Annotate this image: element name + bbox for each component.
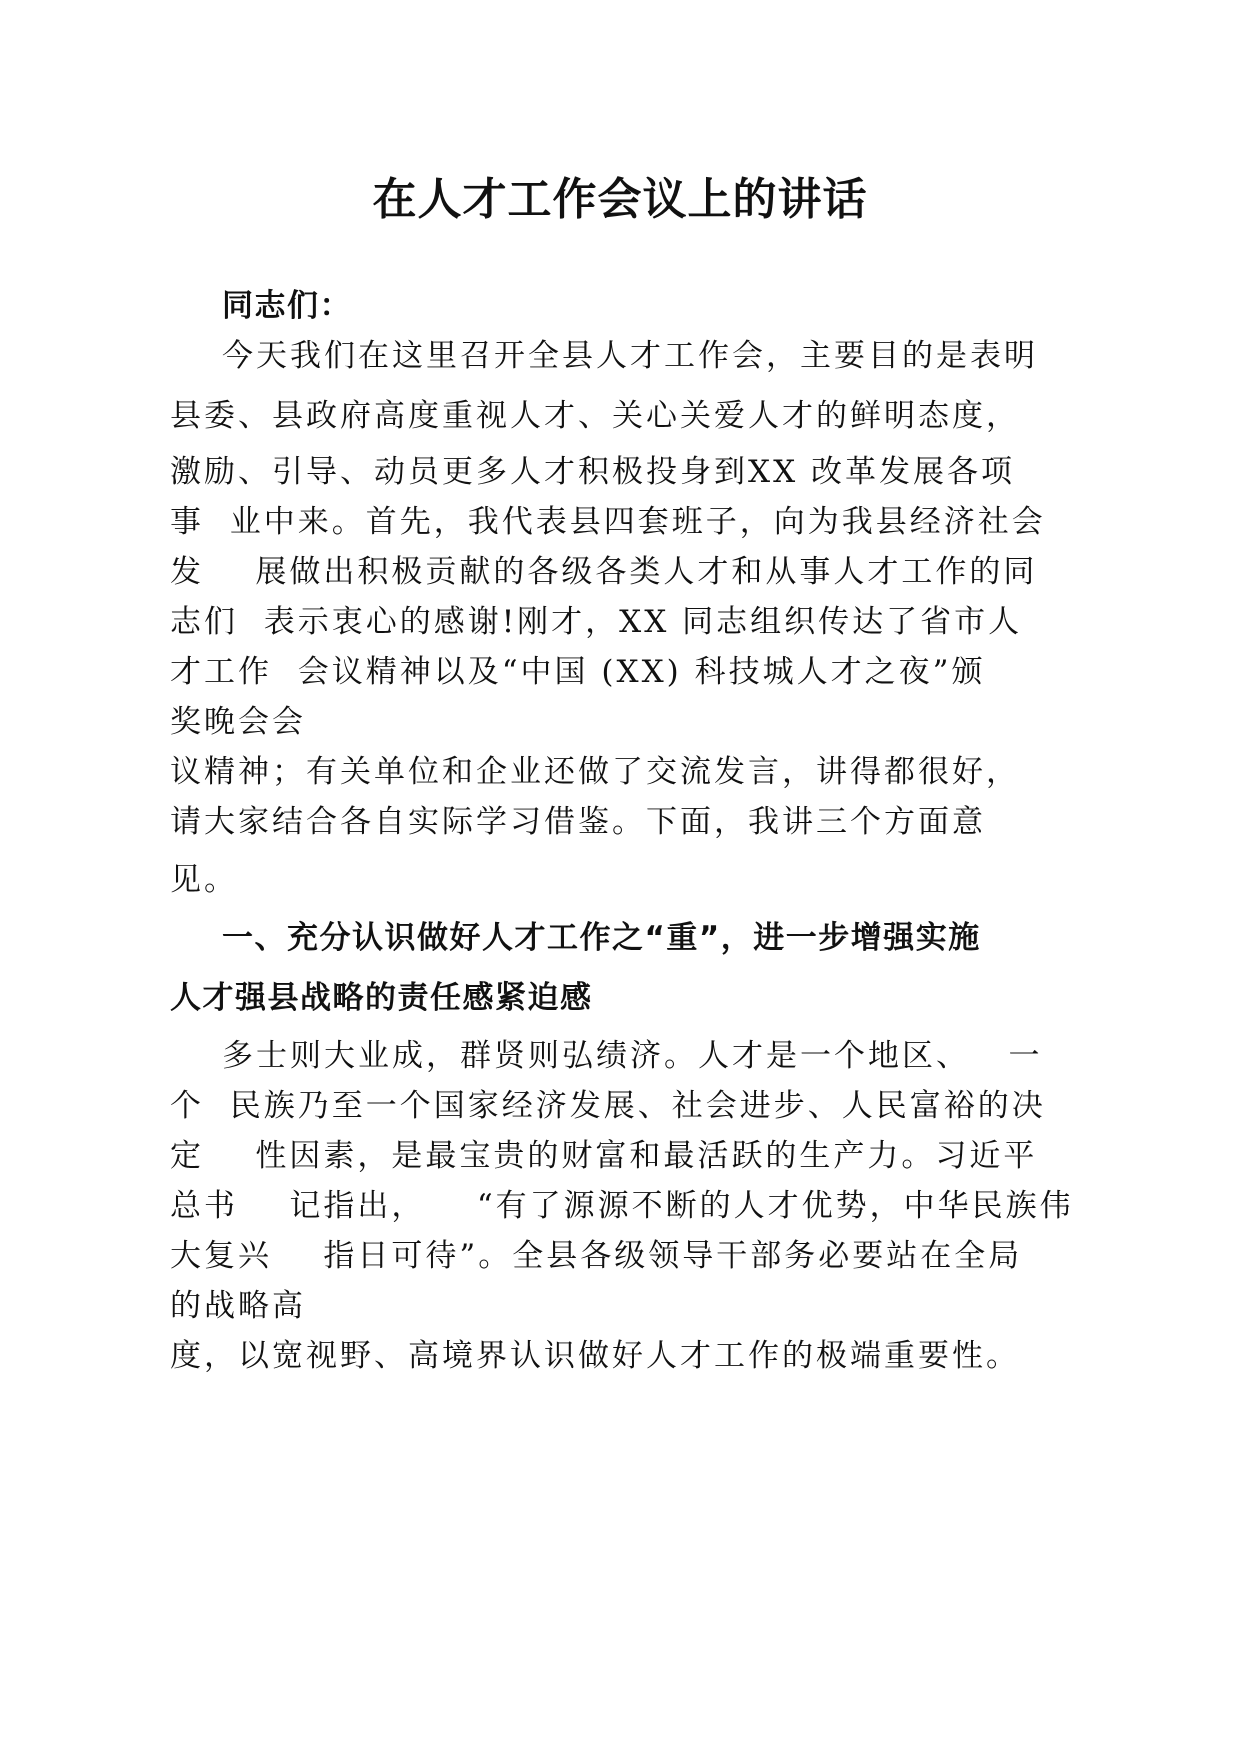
document-title: 在人才工作会议上的讲话	[372, 174, 868, 225]
paragraph-1-line: 志们 表示衷心的感谢!刚才，XX 同志组织传达了省市人	[170, 604, 1023, 640]
paragraph-2-line: 定 性因素，是最宝贵的财富和最活跃的生产力。习近平	[170, 1138, 1038, 1174]
salutation: 同志们：	[222, 288, 352, 324]
paragraph-1-line: 奖晚会会	[170, 704, 306, 740]
paragraph-1-line: 发 展做出积极贡献的各级各类人才和从事人才工作的同	[170, 554, 1038, 590]
paragraph-1-line: 激励、引导、动员更多人才积极投身到XX 改革发展各项	[170, 454, 1015, 490]
paragraph-2-line: 个 民族乃至一个国家经济发展、社会进步、人民富裕的决	[170, 1088, 1046, 1124]
paragraph-1-line: 见。	[170, 862, 238, 898]
paragraph-2-line: 度，以宽视野、高境界认识做好人才工作的极端重要性。	[170, 1338, 1020, 1374]
paragraph-1-line: 才工作 会议精神以及“中国 (XX) 科技城人才之夜”颁	[170, 654, 986, 690]
section-heading-line: 人才强县战略的责任感紧迫感	[170, 980, 593, 1016]
paragraph-2-line: 总书 记指出， “有了源源不断的人才优势，中华民族伟	[170, 1188, 1074, 1224]
paragraph-2-line: 大复兴 指日可待”。全县各级领导干部务必要站在全局	[170, 1238, 1023, 1274]
paragraph-1-line: 请大家结合各自实际学习借鉴。下面，我讲三个方面意	[170, 804, 986, 840]
paragraph-1-line: 县委、县政府高度重视人才、关心关爱人才的鲜明态度，	[170, 398, 1020, 434]
paragraph-1-line: 议精神；有关单位和企业还做了交流发言，讲得都很好，	[170, 754, 1020, 790]
paragraph-1-line: 今天我们在这里召开全县人才工作会，主要目的是表明	[222, 338, 1038, 374]
paragraph-1-line: 事 业中来。首先，我代表县四套班子，向为我县经济社会	[170, 504, 1046, 540]
paragraph-2-line: 多士则大业成，群贤则弘绩济。人才是一个地区、 一	[222, 1038, 1043, 1074]
section-heading-line: 一、充分认识做好人才工作之“重”，进一步增强实施	[222, 920, 981, 956]
paragraph-2-line: 的战略高	[170, 1288, 306, 1324]
